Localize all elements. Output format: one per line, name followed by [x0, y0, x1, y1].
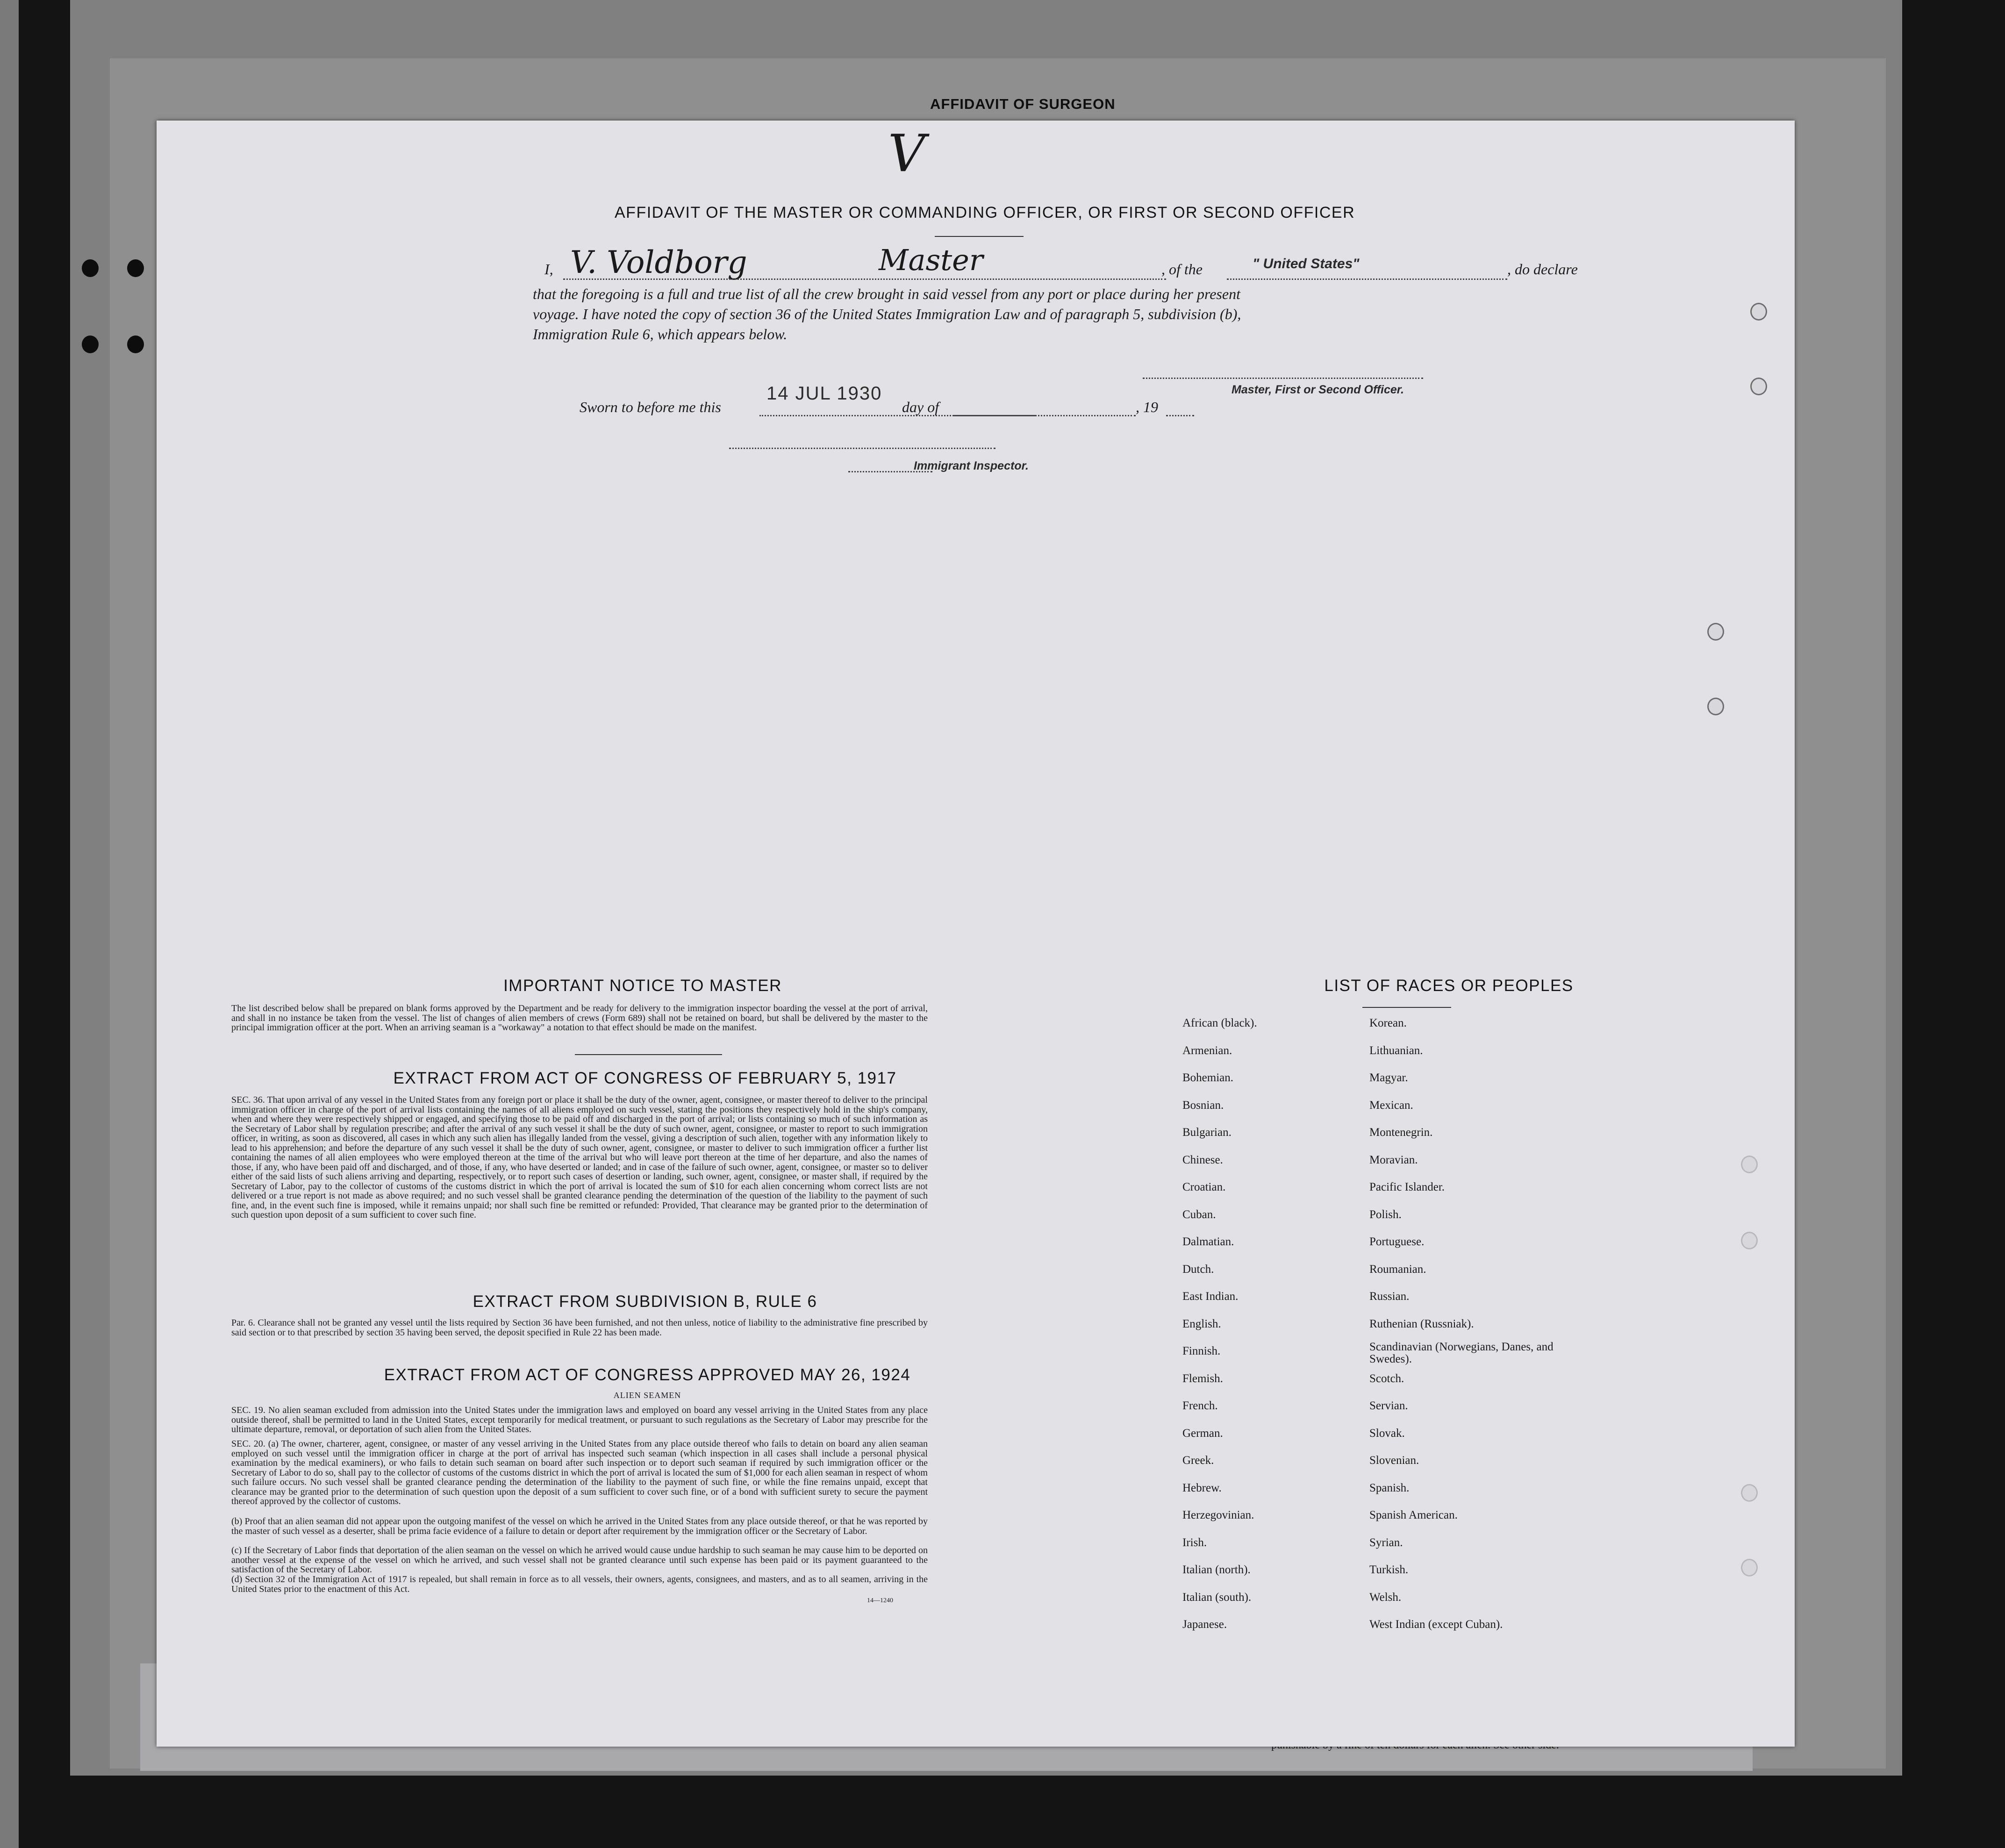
race-item: East Indian. [1182, 1290, 1239, 1303]
race-item: Croatian. [1182, 1181, 1226, 1193]
extract-1924-sec20a: SEC. 20. (a) The owner, charterer, agent, consignee, or master of any vessel arriving in the United States from any place outside thereof who fails to detain on board any alien seaman employed on such vessel until the immigration officer in charge at the port of arrival has inspected such seaman (which inspection in all cases shall include a personal physical examination by the medical examiners), or who fails to detain such seaman on board after such inspection or to deport such seaman if required by such immigration officer or the Secretary of Labor to do so, shall pay to the collector of customs of the customs district in which the port of arrival is located the sum of $1,000 for each alien seaman in respect of whom such failure occurs. No such vessel shall be granted clearance pending the determination of the liability to the payment of such fine, or while the fine remains unpaid, except that clearance may be granted prior to the determination of such question upon the deposit of a sum sufficient to cover such fine, or of a bond with sufficient surety to secure the payment thereof approved by the collector of customs. [231, 1439, 928, 1506]
race-item: Scotch. [1369, 1372, 1404, 1385]
race-item: Dalmatian. [1182, 1235, 1234, 1248]
race-item: Bohemian. [1182, 1071, 1234, 1084]
notice-title: IMPORTANT NOTICE TO MASTER [503, 977, 782, 995]
punch-hole-ring [1750, 378, 1767, 395]
extract-1924-sec19: SEC. 19. No alien seaman excluded from admission into the United States under the immigration laws and employed on board any vessel arriving in the United States from any place outside thereof, shall be permitted to land in the United States, except temporarily for medical treatment, or pursuant to such regulations as the Secretary of Labor may prescribe for the ultimate departure, removal, or deportation of such alien from the United States. [231, 1405, 928, 1434]
extract-1917-body: SEC. 36. That upon arrival of any vessel in the United States from any foreign port or place it shall be the duty of the owner, agent, consignee, or master thereof to deliver to the principal immigration officer in charge of the port of arrival lists containing the names of all aliens employed on such vessel, stating the positions they respectively hold in the ship's company, when and where they were respectively shipped or engaged, and specifying those to be paid off and discharged in the port of arrival; or lists containing so much of such information as the Secretary of Labor shall by regulation prescribe; and after the arrival of any such vessel it shall be the duty of such owner, agent, consignee, or master to report to such immigration officer, in writing, as soon as discovered, all cases in which any such alien has illegally landed from the vessel, giving a description of such alien, together with any information likely to lead to his apprehension; and before the departure of any such vessel it shall be the duty of such owner, agent, consignee, or master to deliver to such immigration officer a further list containing the names of all alien employees who were employed thereon at the time of the arrival but who will leave port thereon at the time of her departure, and also the names of those, if any, who have been paid off and discharged, and of those, if any, who have deserted or landed; and in case of the failure of such owner, agent, consignee, or master so to deliver either of the said lists of such aliens arriving and departing, respectively, or to report such cases of desertion or landing, such owner, agent, consignee, or master shall, if required by the Secretary of Labor, pay to the collector of customs of the customs district in which the port of arrival is located the sum of $10 for each alien concerning whom correct lists are not delivered or a true report is not made as above required; and no such vessel shall be granted clearance pending the determination of the question of the liability to the payment of such fine, and, in the event such fine is imposed, while it remains unpaid; nor shall such fine be remitted or refunded: Provided, That clearance may be granted prior to the determination of such question upon deposit of a sum sufficient to cover such fine. [231, 1095, 928, 1220]
punch-hole-ring [1741, 1232, 1758, 1249]
form-number: 14—1240 [867, 1597, 893, 1604]
officer-name-handwriting: V. Voldborg [570, 244, 747, 280]
race-item: Slovak. [1369, 1427, 1405, 1440]
punch-hole-ring [1707, 623, 1724, 641]
year-prefix-label: , 19 [1136, 399, 1158, 415]
race-item: Scandinavian (Norwegians, Danes, and Swedes). [1369, 1341, 1554, 1365]
master-signature-caption: Master, First or Second Officer. [1232, 383, 1404, 396]
race-item: Russian. [1369, 1290, 1410, 1303]
officer-rank-handwriting: Master [879, 243, 983, 277]
binder-hole [127, 335, 144, 353]
race-item: Korean. [1369, 1017, 1407, 1029]
race-item: Flemish. [1182, 1372, 1223, 1385]
declaration-line-3: Immigration Rule 6, which appears below. [533, 326, 788, 342]
race-item: Moravian. [1369, 1153, 1418, 1166]
affidavit-title: AFFIDAVIT OF THE MASTER OR COMMANDING OFFICER, OR FIRST OR SECOND OFFICER [615, 204, 1355, 221]
races-title: LIST OF RACES OR PEOPLES [1324, 977, 1574, 995]
race-item: Welsh. [1369, 1591, 1402, 1604]
punch-hole-ring [1750, 303, 1767, 321]
extract-1924-title: EXTRACT FROM ACT OF CONGRESS APPROVED MAY 26, 1924 [384, 1366, 911, 1384]
race-item: Herzegovinian. [1182, 1509, 1254, 1521]
race-item: Roumanian. [1369, 1263, 1426, 1276]
day-of-label: day of [902, 399, 939, 415]
race-item: French. [1182, 1399, 1218, 1412]
race-item: Cuban. [1182, 1208, 1216, 1221]
inspector-caption: Immigrant Inspector. [914, 459, 1029, 472]
binder-hole [82, 259, 99, 277]
race-item: Armenian. [1182, 1044, 1232, 1057]
sworn-label: Sworn to before me this [580, 399, 721, 415]
binder-hole [127, 259, 144, 277]
race-item: Montenegrin. [1369, 1126, 1433, 1139]
extract-1924-sec20d: (d) Section 32 of the Immigration Act of 1917 is repealed, but shall remain in force as to all vessels, their owners, agents, consignees, and masters, and as to all seamen, arriving in the United States prior to the enactment of this Act. [231, 1574, 928, 1594]
date-stamp: 14 JUL 1930 [766, 383, 882, 404]
race-item: Pacific Islander. [1369, 1181, 1445, 1193]
rule6-title: EXTRACT FROM SUBDIVISION B, RULE 6 [473, 1292, 817, 1311]
race-item: Magyar. [1369, 1071, 1408, 1084]
punch-hole-ring [1741, 1484, 1758, 1502]
race-item: Turkish. [1369, 1563, 1409, 1576]
race-item: Ruthenian (Russniak). [1369, 1317, 1474, 1330]
race-item: Italian (north). [1182, 1563, 1251, 1576]
race-item: Bosnian. [1182, 1099, 1224, 1112]
race-item: English. [1182, 1317, 1221, 1330]
race-item: Syrian. [1369, 1536, 1403, 1549]
race-item: West Indian (except Cuban). [1369, 1618, 1503, 1631]
race-item: Servian. [1369, 1399, 1408, 1412]
race-item: Spanish American. [1369, 1509, 1458, 1521]
race-item: Japanese. [1182, 1618, 1227, 1631]
race-item: Bulgarian. [1182, 1126, 1232, 1139]
declarant-prefix: I, [544, 261, 553, 278]
race-item: German. [1182, 1427, 1223, 1440]
race-item: Slovenian. [1369, 1454, 1419, 1467]
surgeon-affidavit-header: AFFIDAVIT OF SURGEON [930, 96, 1116, 112]
extract-1924-sec20b: (b) Proof that an alien seaman did not appear upon the outgoing manifest of the vessel on which he arrived in the United States from any place outside thereof, or that he was reported by the master of such vessel as a deserter, shall be prima facie evidence of a failure to detain or deport after requirement by the immigration officer or the Secretary of Labor. [231, 1516, 928, 1536]
punch-hole-ring [1741, 1156, 1758, 1173]
vessel-dotted-line [1227, 278, 1507, 280]
handwritten-check-mark: V [888, 123, 925, 183]
vessel-name-stamp: " United States" [1253, 256, 1360, 271]
month-dotted-line [953, 415, 1136, 416]
of-the-label: , of the [1161, 261, 1203, 278]
crew-list-affidavit-sheet [157, 121, 1795, 1747]
inspector-dotted-line [729, 448, 995, 449]
declaration-line-2: voyage. I have noted the copy of section 36 of the United States Immigration Law and of paragraph 5, subdivision (b), [533, 306, 1241, 322]
notice-body: The list described below shall be prepared on blank forms approved by the Department and be ready for delivery to the immigration inspector boarding the vessel at the port of arrival, and shall in no instance be taken from the vessel. The list of changes of alien members of crews (Form 689) shall not be retained on board, but shall be delivered by the master to the principal immigration officer at the port. When an arriving seaman is a "workaway" a notation to that effect should be made on the manifest. [231, 1003, 928, 1033]
year-dotted-line [1166, 415, 1194, 416]
race-item: Lithuanian. [1369, 1044, 1423, 1057]
name-dotted-line [563, 278, 1166, 280]
race-item: Chinese. [1182, 1153, 1223, 1166]
race-item: Mexican. [1369, 1099, 1413, 1112]
race-item: Portuguese. [1369, 1235, 1425, 1248]
race-item: Finnish. [1182, 1345, 1221, 1357]
binder-hole [82, 335, 99, 353]
notice-rule [575, 1054, 722, 1055]
master-signature-line [1143, 378, 1423, 379]
race-item: Italian (south). [1182, 1591, 1252, 1604]
race-item: Hebrew. [1182, 1481, 1222, 1494]
race-item: Dutch. [1182, 1263, 1214, 1276]
race-item: African (black). [1182, 1017, 1257, 1029]
races-rule [1362, 1007, 1451, 1008]
title-rule [935, 236, 1024, 237]
declaration-line-1: that the foregoing is a full and true list of all the crew brought in said vessel from any port or place during her present [533, 285, 1240, 302]
left-binding-strip [0, 0, 19, 1848]
punch-hole-ring [1707, 698, 1724, 715]
extract-1924-subtitle: ALIEN SEAMEN [613, 1391, 681, 1400]
punch-hole-ring [1741, 1559, 1758, 1577]
extract-1917-title: EXTRACT FROM ACT OF CONGRESS OF FEBRUARY 5, 1917 [393, 1069, 897, 1087]
race-item: Polish. [1369, 1208, 1402, 1221]
rule6-body: Par. 6. Clearance shall not be granted any vessel until the lists required by Section 36 have been furnished, and not then unless, notice of liability to the administrative fine prescribed by said section or to that prescribed by section 35 having been served, the deposit specified in Rule 22 has been made. [231, 1318, 928, 1338]
race-item: Irish. [1182, 1536, 1207, 1549]
do-declare-label: , do declare [1507, 261, 1578, 278]
race-item: Spanish. [1369, 1481, 1410, 1494]
extract-1924-sec20c: (c) If the Secretary of Labor finds that deportation of the alien seaman on the vessel on which he arrived would cause undue hardship to such seaman he may cause him to be deported on another vessel at the expense of the vessel on which he arrived, and such vessel shall not be granted clearance until such expense has been paid or its payment guaranteed to the satisfaction of the Secretary of Labor. [231, 1545, 928, 1575]
race-item: Greek. [1182, 1454, 1214, 1467]
